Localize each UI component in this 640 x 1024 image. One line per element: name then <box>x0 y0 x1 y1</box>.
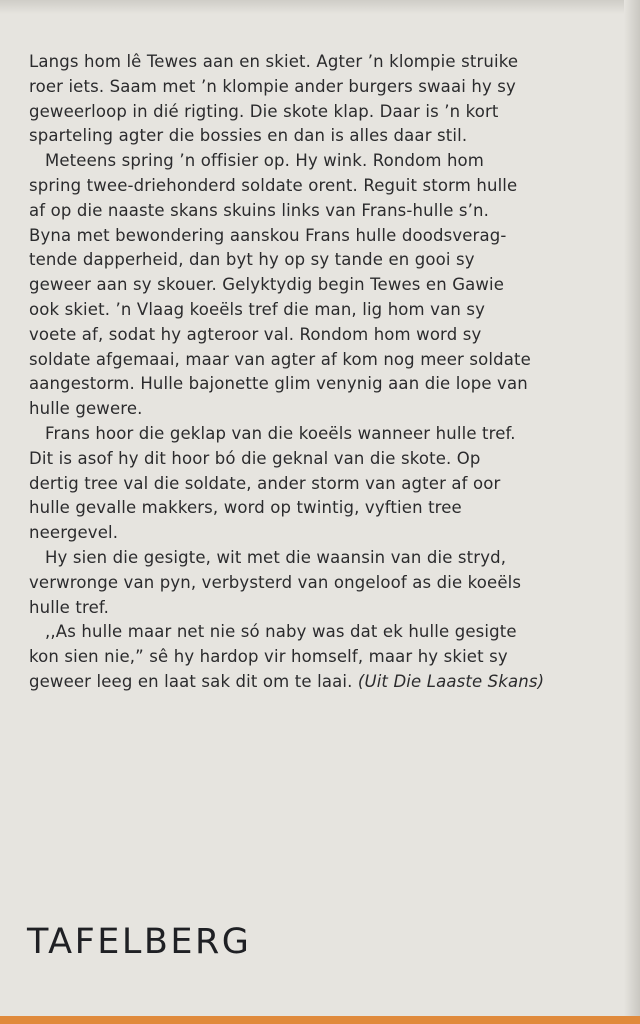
line: aangestorm. Hulle bajonette glim venynig aan die lope van <box>29 374 528 394</box>
line: spring twee-driehonderd soldate orent. Reguit storm hulle <box>29 175 518 195</box>
paragraph-5 <box>29 620 599 694</box>
line: Byna met bewondering aanskou Frans hulle doodsverag- <box>29 225 507 245</box>
line: sparteling agter die bossies en dan is alles daar stil. <box>29 126 468 146</box>
line: tende dapperheid, dan byt hy op sy tande en gooi sy <box>29 250 475 270</box>
paragraph-3 <box>29 422 599 546</box>
source-title: Die Laaste Skans <box>393 671 538 691</box>
line: Dit is asof hy dit hoor bó die geknal van die skote. Op <box>29 448 481 468</box>
line: af op die naaste skans skuins links van Frans-hulle s’n. <box>29 200 490 220</box>
line: verwronge van pyn, verbysterd van ongeloof as die koeëls <box>29 572 522 592</box>
line: soldate afgemaai, maar van agter af kom nog meer soldate <box>29 349 531 369</box>
cover-top-edge <box>0 0 640 14</box>
publisher-name: TAFELBERG <box>27 922 252 962</box>
paragraph-1 <box>29 50 599 149</box>
line: neergevel. <box>29 523 119 543</box>
paragraph-4 <box>29 546 599 620</box>
line: ,,As hulle maar net nie só naby was dat ek hulle gesigte <box>45 622 517 642</box>
source-prefix: (Uit <box>352 671 394 691</box>
line: ook skiet. ’n Vlaag koeëls tref die man, lig hom van sy <box>29 299 486 319</box>
source-reference <box>352 672 544 691</box>
line: Hy sien die gesigte, wit met die waansin van die stryd, <box>45 547 507 567</box>
line: kon sien nie,” sê hy hardop vir homself, maar hy skiet sy <box>29 647 508 667</box>
excerpt-text <box>29 50 599 695</box>
line: geweer aan sy skouer. Gelyktydig begin Tewes en Gawie <box>29 275 505 295</box>
line: Frans hoor die geklap van die koeëls wanneer hulle tref. <box>45 423 516 443</box>
cover-bottom-strip <box>0 1016 640 1024</box>
line: geweerloop in dié rigting. Die skote klap. Daar is ’n kort <box>29 101 499 121</box>
paragraph-2 <box>29 149 599 422</box>
line: voete af, sodat hy agteroor val. Rondom hom word sy <box>29 324 482 344</box>
line: dertig tree val die soldate, ander storm van agter af oor <box>29 473 501 493</box>
line: hulle gevalle makkers, word op twintig, vyftien tree <box>29 498 462 518</box>
line: roer iets. Saam met ’n klompie ander burgers swaai hy sy <box>29 76 516 96</box>
line: geweer leeg en laat sak dit om te laai. <box>29 671 353 691</box>
line: hulle tref. <box>29 597 110 617</box>
line: Langs hom lê Tewes aan en skiet. Agter ’n klompie struike <box>29 52 519 71</box>
line: Meteens spring ’n offisier op. Hy wink. Rondom hom <box>45 151 485 171</box>
source-suffix: ) <box>537 671 545 691</box>
line: hulle gewere. <box>29 399 143 419</box>
cover-right-edge <box>624 0 640 1024</box>
